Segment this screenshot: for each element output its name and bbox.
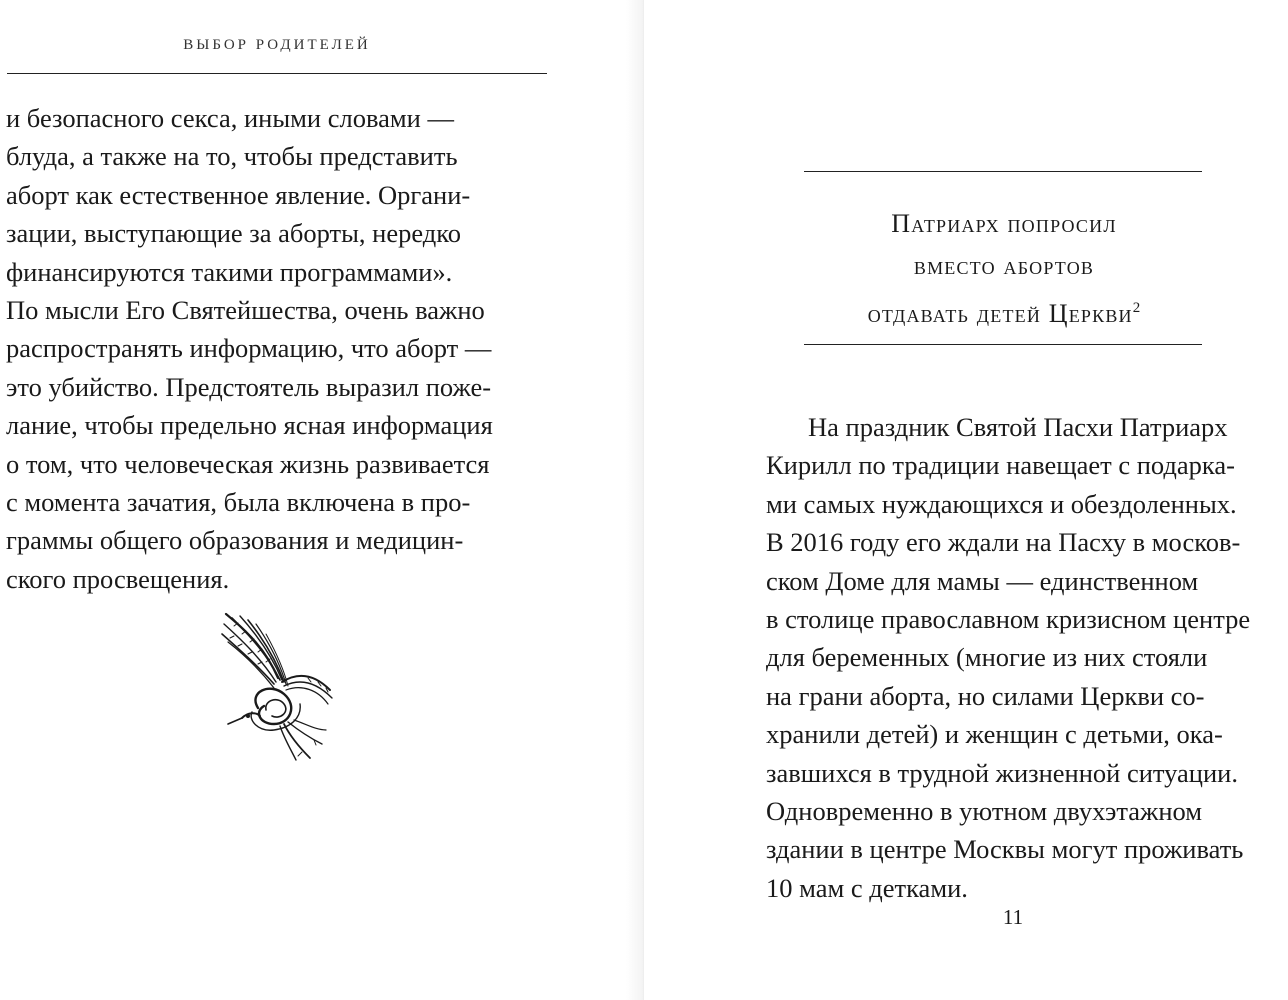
heading-line-with-footnote bbox=[754, 287, 1254, 335]
text-line: о том, что человеческая жизнь развивается bbox=[6, 448, 490, 479]
running-head: ВЫБОР РОДИТЕЛЕЙ bbox=[183, 37, 371, 53]
footnote-mark[interactable]: 2 bbox=[1132, 300, 1141, 316]
running-head-rule bbox=[7, 73, 547, 74]
crane-ornament-icon bbox=[218, 612, 344, 762]
text-line: и безопасного секса, иными словами — bbox=[6, 103, 454, 133]
text-line: завшихся в трудной жизненной ситуации. bbox=[766, 757, 1238, 788]
text-line: лание, чтобы предельно ясная информация bbox=[6, 410, 493, 441]
text-line: На праздник Святой Пасхи Патриарх bbox=[808, 412, 1228, 442]
text-line: блуда, а также на то, чтобы представить bbox=[6, 141, 458, 172]
text-line: финансируются такими программами». bbox=[6, 256, 453, 287]
text-line: с момента зачатия, была включена в про- bbox=[6, 486, 471, 517]
heading-line: отдавать детей Церкви bbox=[867, 299, 1133, 328]
text-line: ского просвещения. bbox=[6, 563, 230, 594]
left-body-text bbox=[6, 99, 493, 598]
text-line: По мысли Его Святейшества, очень важно bbox=[6, 294, 485, 325]
right-page bbox=[644, 0, 1288, 1000]
text-line: распространять информацию, что аборт — bbox=[6, 333, 492, 364]
heading-line: Патриарх попросил bbox=[891, 209, 1117, 238]
chapter-heading bbox=[754, 203, 1254, 335]
text-line: хранили детей) и женщин с детьми, ока- bbox=[766, 719, 1223, 750]
text-line: ми самых нуждающихся и обездоленных. bbox=[766, 488, 1237, 519]
text-line: это убийство. Предстоятель выразил поже- bbox=[6, 371, 492, 402]
right-body-text bbox=[766, 408, 1250, 907]
text-line: Кирилл по традиции навещает с подарка- bbox=[766, 450, 1235, 481]
text-line: граммы общего образования и медицин- bbox=[6, 525, 464, 556]
text-line: на грани аборта, но силами Церкви со- bbox=[766, 680, 1205, 711]
text-line: здании в центре Москвы могут проживать bbox=[766, 834, 1244, 865]
text-line: аборт как естественное явление. Органи- bbox=[6, 179, 471, 210]
text-line: В 2016 году его ждали на Пасху в москов- bbox=[766, 527, 1241, 558]
text-line: 10 мам с детками. bbox=[766, 872, 968, 903]
text-line: Одновременно в уютном двухэтажном bbox=[766, 795, 1203, 826]
text-line: зации, выступающие за аборты, нередко bbox=[6, 218, 462, 249]
text-line: для беременных (многие из них стояли bbox=[766, 642, 1208, 673]
text-line: в столице православном кризисном центре bbox=[766, 603, 1251, 634]
page-number: 11 bbox=[1002, 905, 1024, 929]
text-line: ском Доме для мамы — единственном bbox=[766, 565, 1199, 596]
heading-top-rule bbox=[804, 171, 1202, 172]
heading-line: вместо абортов bbox=[913, 251, 1095, 280]
heading-bottom-rule bbox=[804, 344, 1202, 345]
